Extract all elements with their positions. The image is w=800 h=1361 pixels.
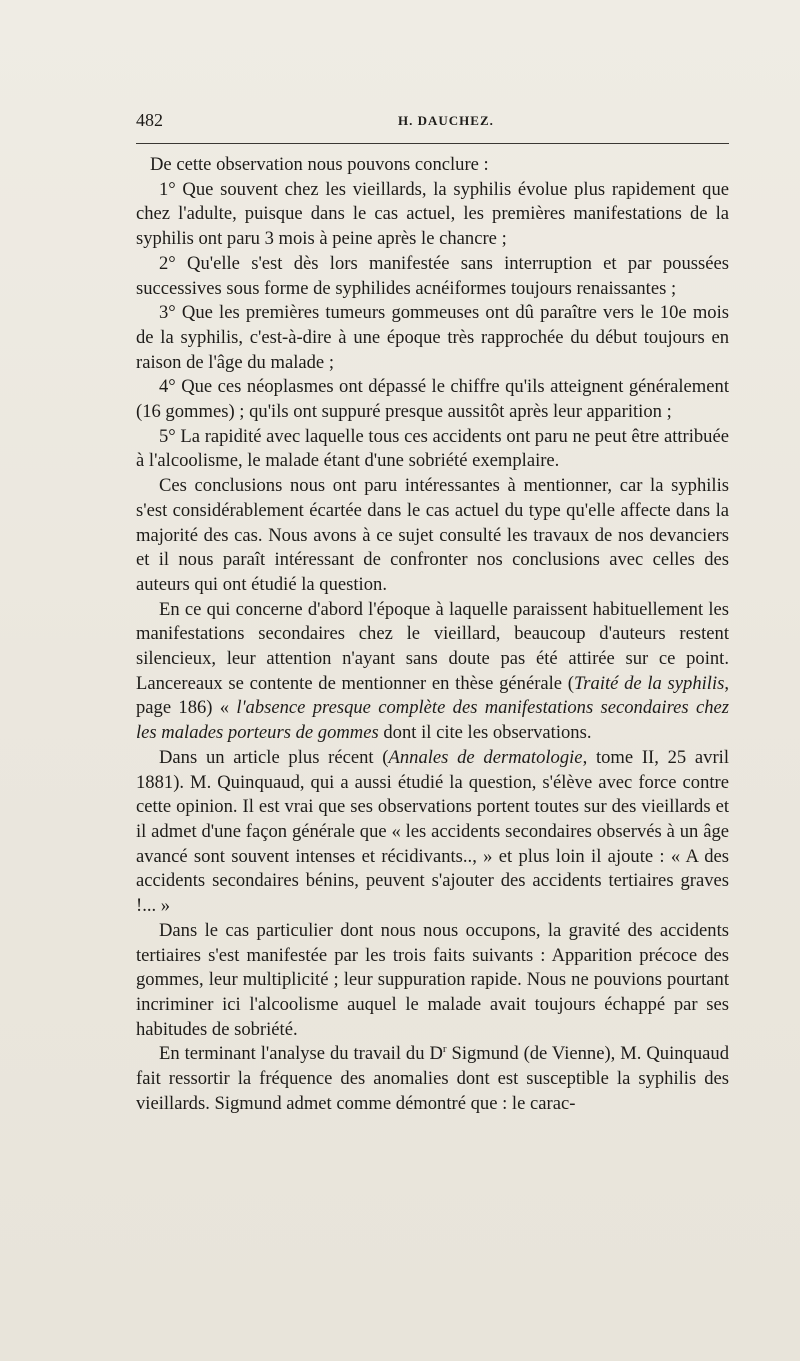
citation-title: Traité de la syphilis	[573, 672, 725, 694]
paragraph-conclusion-4: 4° Que ces néoplasmes ont dépassé le chiffre qu'ils atteignent généralement (16 gommes) ; qu'ils ont suppuré presque aussitôt après leur apparition ;	[136, 376, 729, 423]
text-run: En terminant l'analyse du travail du D	[159, 1043, 443, 1065]
paragraph-conclusion-3: 3° Que les premières tumeurs gommeuses ont dû paraître vers le 10e mois de la syphilis, c'est-à-dire à une époque très rapprochée du début toujours en raison de l'âge du malade ;	[136, 302, 729, 373]
citation-title: Annales de dermatologie	[388, 746, 583, 768]
text-run: dont il cite les observations.	[378, 722, 592, 744]
text-run: , page 186) «	[136, 672, 730, 719]
text-run: Dans un article plus récent (	[159, 746, 389, 768]
paragraph-conclusion-5: 5° La rapidité avec laquelle tous ces accidents ont paru ne peut être attribuée à l'alcoolisme, le malade étant d'une sobriété exemplaire.	[136, 425, 729, 472]
paragraph-conclusion-2: 2° Qu'elle s'est dès lors manifestée sans interruption et par poussées successives sous forme de syphilides acnéiformes toujours renaissantes ;	[136, 252, 729, 299]
paragraph-intro: De cette observation nous pouvons conclure :	[150, 154, 489, 175]
paragraph-lancereaux	[136, 598, 729, 746]
text-run: , tome II, 25 avril 1881). M. Quinquaud, qui a aussi étudié la question, s'élève avec force contre cette opinion. Il est vrai que ses observations portent toutes sur des vieillards et il admet d'une façon générale que « les accidents secondaires observés à un âge avancé sont souvent intenses et récidivants.., » et plus loin il ajoute : « A des accidents secondaires bénins, peuvent s'ajouter des accidents tertiaires graves !... »	[136, 746, 729, 917]
text-run: Sigmund (de Vienne), M. Quinquaud fait ressortir la fréquence des anomalies dont est susceptible la syphilis des vieillards. Sigmund admet comme démontré que : le carac-	[136, 1043, 729, 1114]
body-text	[136, 153, 729, 1116]
header-rule	[136, 143, 729, 144]
paragraph-sigmund	[136, 1042, 729, 1116]
text-run: En ce qui concerne d'abord l'époque à laquelle paraissent habituellement les manifestations secondaires chez le vieillard, beaucoup d'auteurs restent silencieux, leur attention n'ayant sans doute pas été attirée sur ce point. Lancereaux se contente de mentionner en thèse générale (	[136, 598, 729, 694]
paragraph-conclusion-1: 1° Que souvent chez les vieillards, la syphilis évolue plus rapidement que chez l'adulte, puisque dans le cas actuel, les premières manifestations de la syphilis ont paru 3 mois à peine après le chancre ;	[136, 178, 729, 250]
superscript: r	[442, 1043, 447, 1056]
page-header	[136, 110, 729, 134]
paragraph-quinquaud	[136, 746, 729, 919]
quoted-passage: l'absence presque complète des manifestations secondaires chez les malades porteurs de gommes	[136, 697, 729, 744]
running-head: H. DAUCHEZ.	[398, 113, 494, 128]
paragraph-gravity: Dans le cas particulier dont nous nous occupons, la gravité des accidents tertiaires s'est manifestée par les trois faits suivants : Apparition précoce des gommes, leur multiplicité ; leur suppuration rapide. Nous ne pouvions pourtant incriminer ici l'alcoolisme auquel le malade avait toujours échappé par ses habitudes de sobriété.	[136, 919, 729, 1040]
page-number: 482	[136, 110, 163, 130]
paragraph-conclusions-interest: Ces conclusions nous ont paru intéressantes à mentionner, car la syphilis s'est considérablement écartée dans le cas actuel du type qu'elle affecte dans la majorité des cas. Nous avons à ce sujet consulté les travaux de nos devanciers et il nous paraît intéressant de confronter nos conclusions avec celles des auteurs qui ont étudié la question.	[136, 475, 729, 595]
